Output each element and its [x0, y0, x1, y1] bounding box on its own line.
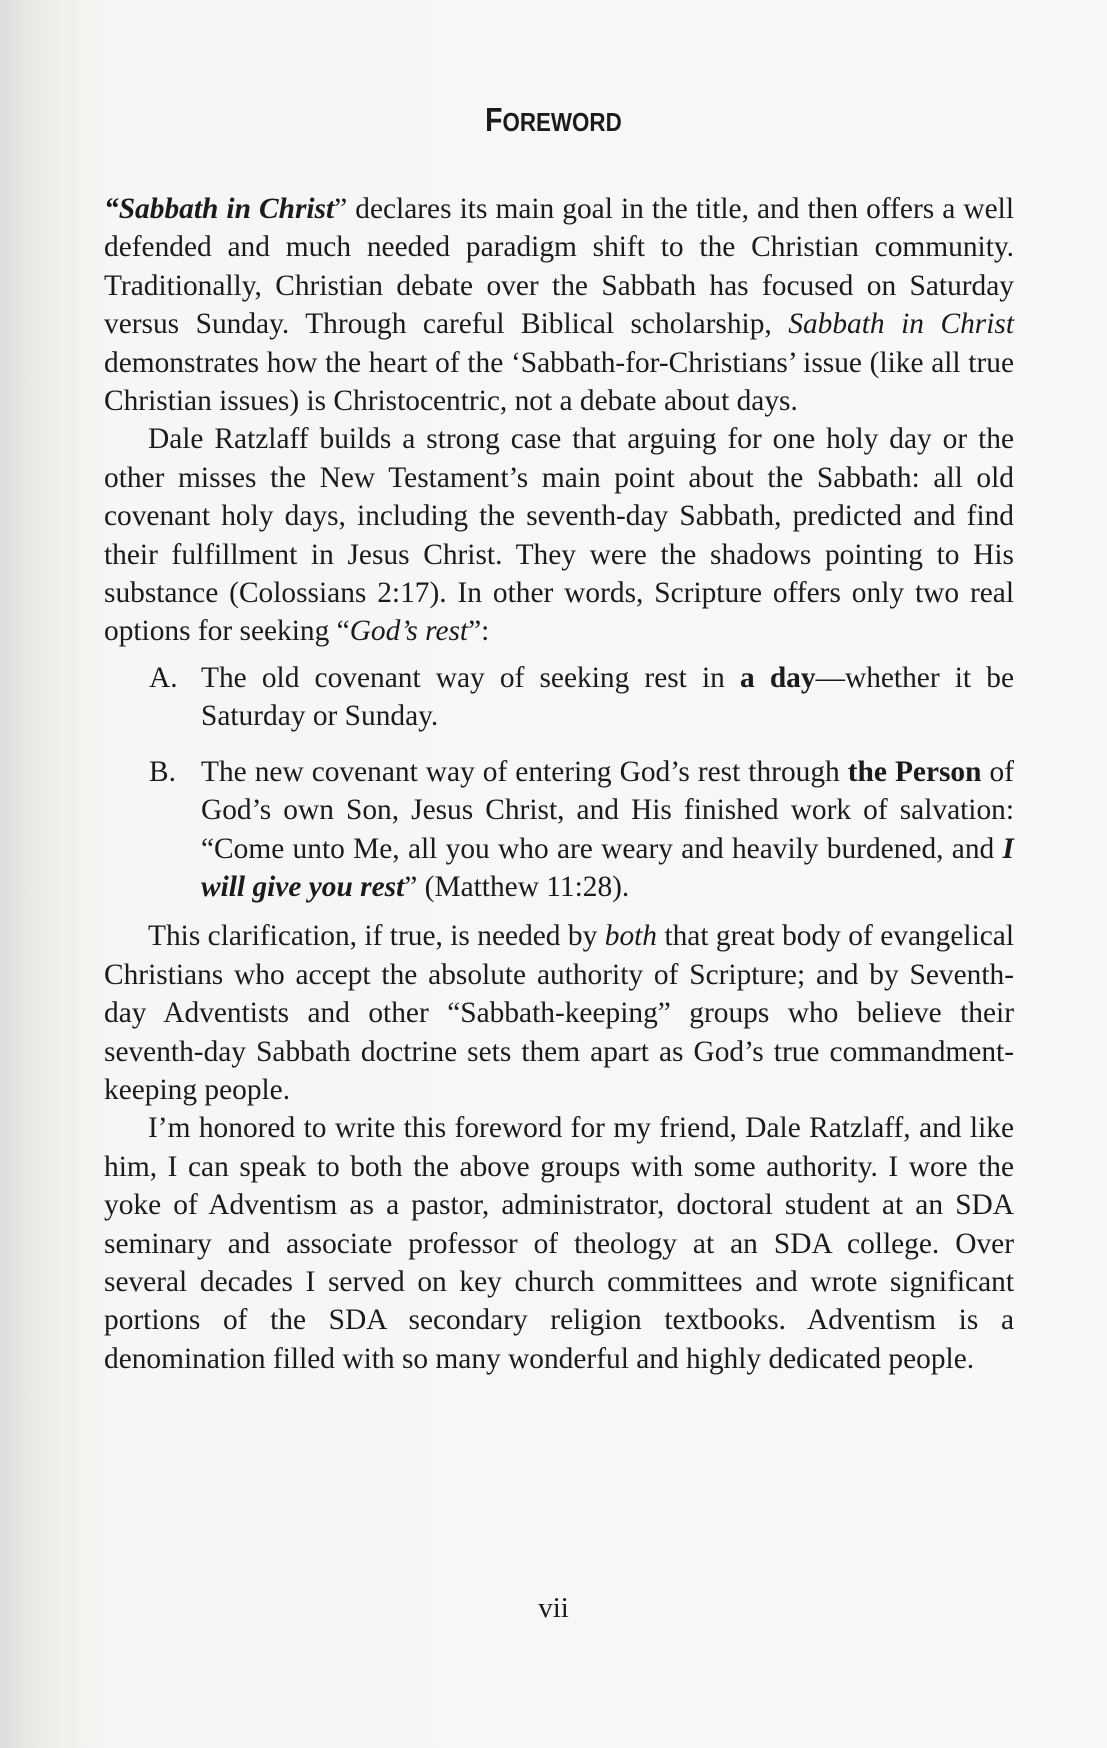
list-marker-b: B.	[149, 755, 176, 788]
list-item-b	[104, 753, 1014, 907]
item-a-bold: a day	[740, 661, 816, 694]
heading-initial: F	[485, 101, 503, 138]
p1-quote-close: ”	[334, 193, 348, 225]
p3-text-1: This clarification, if true, is needed by	[148, 920, 605, 953]
p2-quote-open: “	[336, 615, 350, 648]
paragraph-1	[104, 190, 1014, 420]
page-number: vii	[538, 1592, 569, 1624]
list-item-a	[104, 659, 1014, 736]
p2-italic: God’s rest	[349, 615, 469, 648]
body-text	[104, 190, 1014, 1378]
list-marker-a: A.	[149, 661, 178, 694]
paragraph-3	[104, 917, 1014, 1109]
item-b-text-3: ” (Matthew 11:28).	[404, 870, 630, 903]
item-a-text-2: —whether it be Saturday or Sunday.	[201, 661, 1014, 733]
item-b-bold: the Person	[847, 755, 982, 788]
p1-text-1: declares its main goal in the title, and then offers a well defended and much needed paradigm shift to the Christian community. Traditionally, Christian debate over the Sabbath has focused on Saturday versus Sunday. Through careful Biblical scholarship,	[104, 193, 1014, 341]
item-b-text-1: The new covenant way of entering God’s rest through	[201, 755, 848, 788]
p2-quote-close: ”:	[468, 615, 490, 648]
p1-title-ref: Sabbath in Christ	[118, 193, 335, 225]
options-list	[104, 659, 1014, 906]
p1-title-ref-2: Sabbath in Christ	[788, 308, 1014, 341]
heading-rest: OREWORD	[502, 107, 622, 137]
p2-text: Dale Ratzlaff builds a strong case that arguing for one holy day or the other misses the New Testament’s main point about the Sabbath: all old covenant holy days, including the seventh-day Sabbath, predicted and find their fulfillment in Jesus Christ. They were the shadows pointing to His substance (Colossians 2:17). In other words, Scripture offers only two real options for seeking	[104, 423, 1014, 648]
p1-quote-open: “	[104, 193, 119, 225]
item-b-bold-italic: I will give you rest	[201, 832, 1014, 903]
item-a-text-1: The old covenant way of seeking rest in	[201, 661, 740, 694]
p3-text-2: that great body of evangelical Christians who accept the absolute authority of Scripture; and by Seventh-day Adventists and other “Sabbath-keeping” groups who believe their seventh-day Sabbath doctrine sets them apart as God’s true commandment-keeping people.	[104, 920, 1015, 1106]
p4-text: I’m honored to write this foreword for my friend, Dale Ratzlaff, and like him, I can speak to both the above groups with some authority. I wore the yoke of Adventism as a pastor, administrator, doctoral student at an SDA seminary and associate professor of theology at an SDA college. Over several decades I served on key church committees and wrote significant portions of the SDA secondary religion textbooks. Adventism is a denomination filled with so many wonderful and highly dedicated people.	[104, 1112, 1014, 1375]
paragraph-4	[104, 1109, 1014, 1378]
paragraph-2	[104, 420, 1014, 650]
page-heading	[77, 101, 1029, 139]
item-b-text-2: of God’s own Son, Jesus Christ, and His finished work of salvation: “Come unto Me, all you who are weary and heavily burdened, and	[201, 755, 1014, 865]
p3-italic: both	[604, 920, 658, 953]
p1-text-2: demonstrates how the heart of the ‘Sabbath-for-Christians’ issue (like all true Christian issues) is Christocentric, not a debate about days.	[104, 346, 1014, 418]
